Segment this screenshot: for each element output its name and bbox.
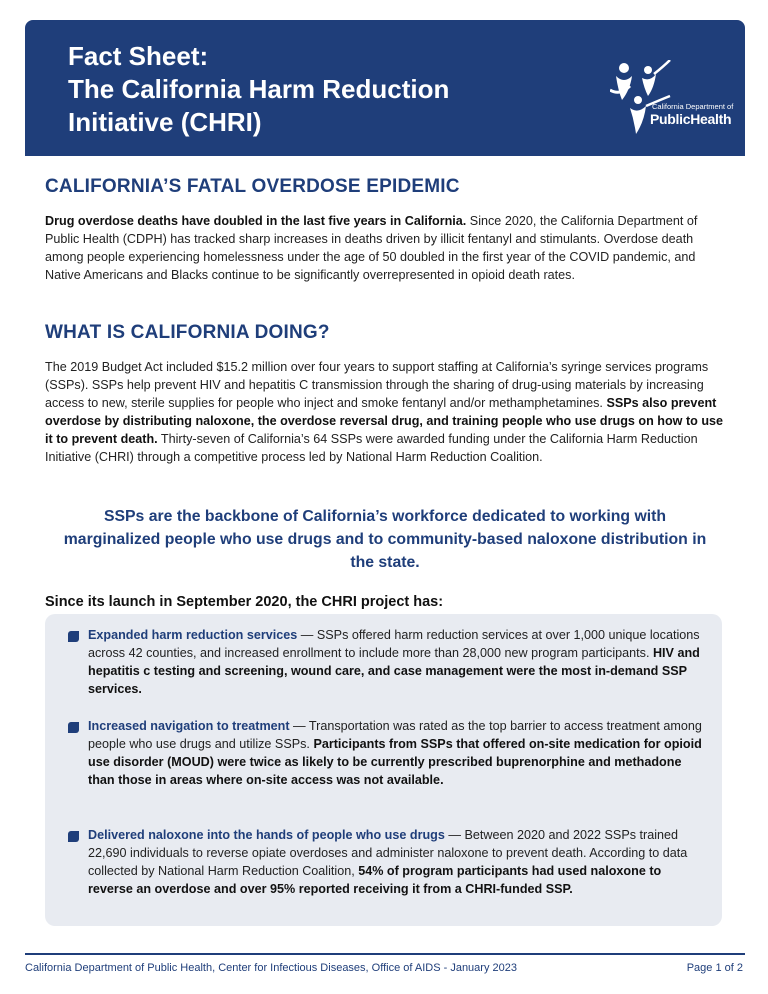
logo-wordmark: PublicHealth [650,111,732,127]
bullet-lead: Expanded harm reduction services [88,628,298,642]
bullet-bold: HIV and hepatitis c testing and screening, wound care, and case management were the most in-demand SSP services. [88,646,700,696]
bullet-text: — Between 2020 and 2022 SSPs trained 22,690 individuals to reverse opiate overdoses and administer naloxone to prevent death. According to data collected by National Harm Reduction Coalition, [88,828,688,878]
footer-divider [25,953,745,955]
page-number: Page 1 of 2 [686,962,743,974]
title-line-1: Fact Sheet: [68,41,209,71]
bullet-marker-icon [68,722,79,733]
bullet-marker-icon [68,831,79,842]
title-line-3: Initiative (CHRI) [68,107,262,137]
epidemic-text: Since 2020, the California Department of Public Health (CDPH) has tracked sharp increases in deaths driven by illicit fentanyl and stimulants. Overdose death among people experiencing homelessness under the age of 50 doubled in the first year of the COVID pandemic, and Native Americans and Blacks continue to be significantly overrepresented in opioid death rates. [45,214,698,282]
callout-statement: SSPs are the backbone of California’s workforce dedicated to working with marginalized people who use drugs and to community-based naloxone distribution in the state. [63,508,707,571]
bullet-bold: Participants from SSPs that offered on-site medication for opioid use disorder (MOUD) were twice as likely to be currently prescribed buprenorphine and methadone than those in areas where on-site access was not available. [88,737,702,787]
epidemic-paragraph [45,212,725,284]
bullet-text: — SSPs offered harm reduction services at over 1,000 unique locations across 42 counties, and increased enrollment to include more than 28,000 new program participants. [88,628,700,660]
document-title [68,40,449,139]
since-heading: Since its launch in September 2020, the CHRI project has: [45,594,444,610]
doing-paragraph [45,358,725,466]
bullet-lead: Delivered naloxone into the hands of people who use drugs [88,828,445,842]
footer-credit: California Department of Public Health, Center for Infectious Diseases, Office of AIDS - January 2023 [25,962,517,974]
logo-subtitle: California Department of [652,102,734,111]
cdph-logo [610,60,734,140]
bullet-item [88,717,708,789]
bullet-marker-icon [68,631,79,642]
bullet-item [88,826,708,898]
doing-text-2: Thirty-seven of California’s 64 SSPs were awarded funding under the California Harm Reduction Initiative (CHRI) through a competitive process led by National Harm Reduction Coalition. [45,432,698,464]
section-heading-epidemic: CALIFORNIA’S FATAL OVERDOSE EPIDEMIC [45,176,460,197]
bullet-bold: 54% of program participants had used naloxone to reverse an overdose and over 95% reported receiving it from a CHRI-funded SSP. [88,864,662,896]
title-line-2: The California Harm Reduction [68,74,450,104]
bullet-text: — Transportation was rated as the top barrier to access treatment among people who use drugs and utilize SSPs. [88,719,702,751]
doing-bold: SSPs also prevent overdose by distributing naloxone, the overdose reversal drug, and training people who use drugs on how to use it to prevent death. [45,396,724,446]
doing-text-1: The 2019 Budget Act included $15.2 million over four years to support staffing at California’s syringe services programs (SSPs). SSPs help prevent HIV and hepatitis C transmission through the sharing of drug-using materials by increasing access to new, sterile supplies for people who inject and smoke fentanyl and/or methamphetamines. [45,360,709,410]
section-heading-doing: WHAT IS CALIFORNIA DOING? [45,322,330,343]
bullet-lead: Increased navigation to treatment [88,719,290,733]
people-figures-icon [610,60,730,140]
epidemic-lead: Drug overdose deaths have doubled in the last five years in California. [45,214,467,228]
header-banner [25,20,745,156]
bullet-item [88,626,708,698]
